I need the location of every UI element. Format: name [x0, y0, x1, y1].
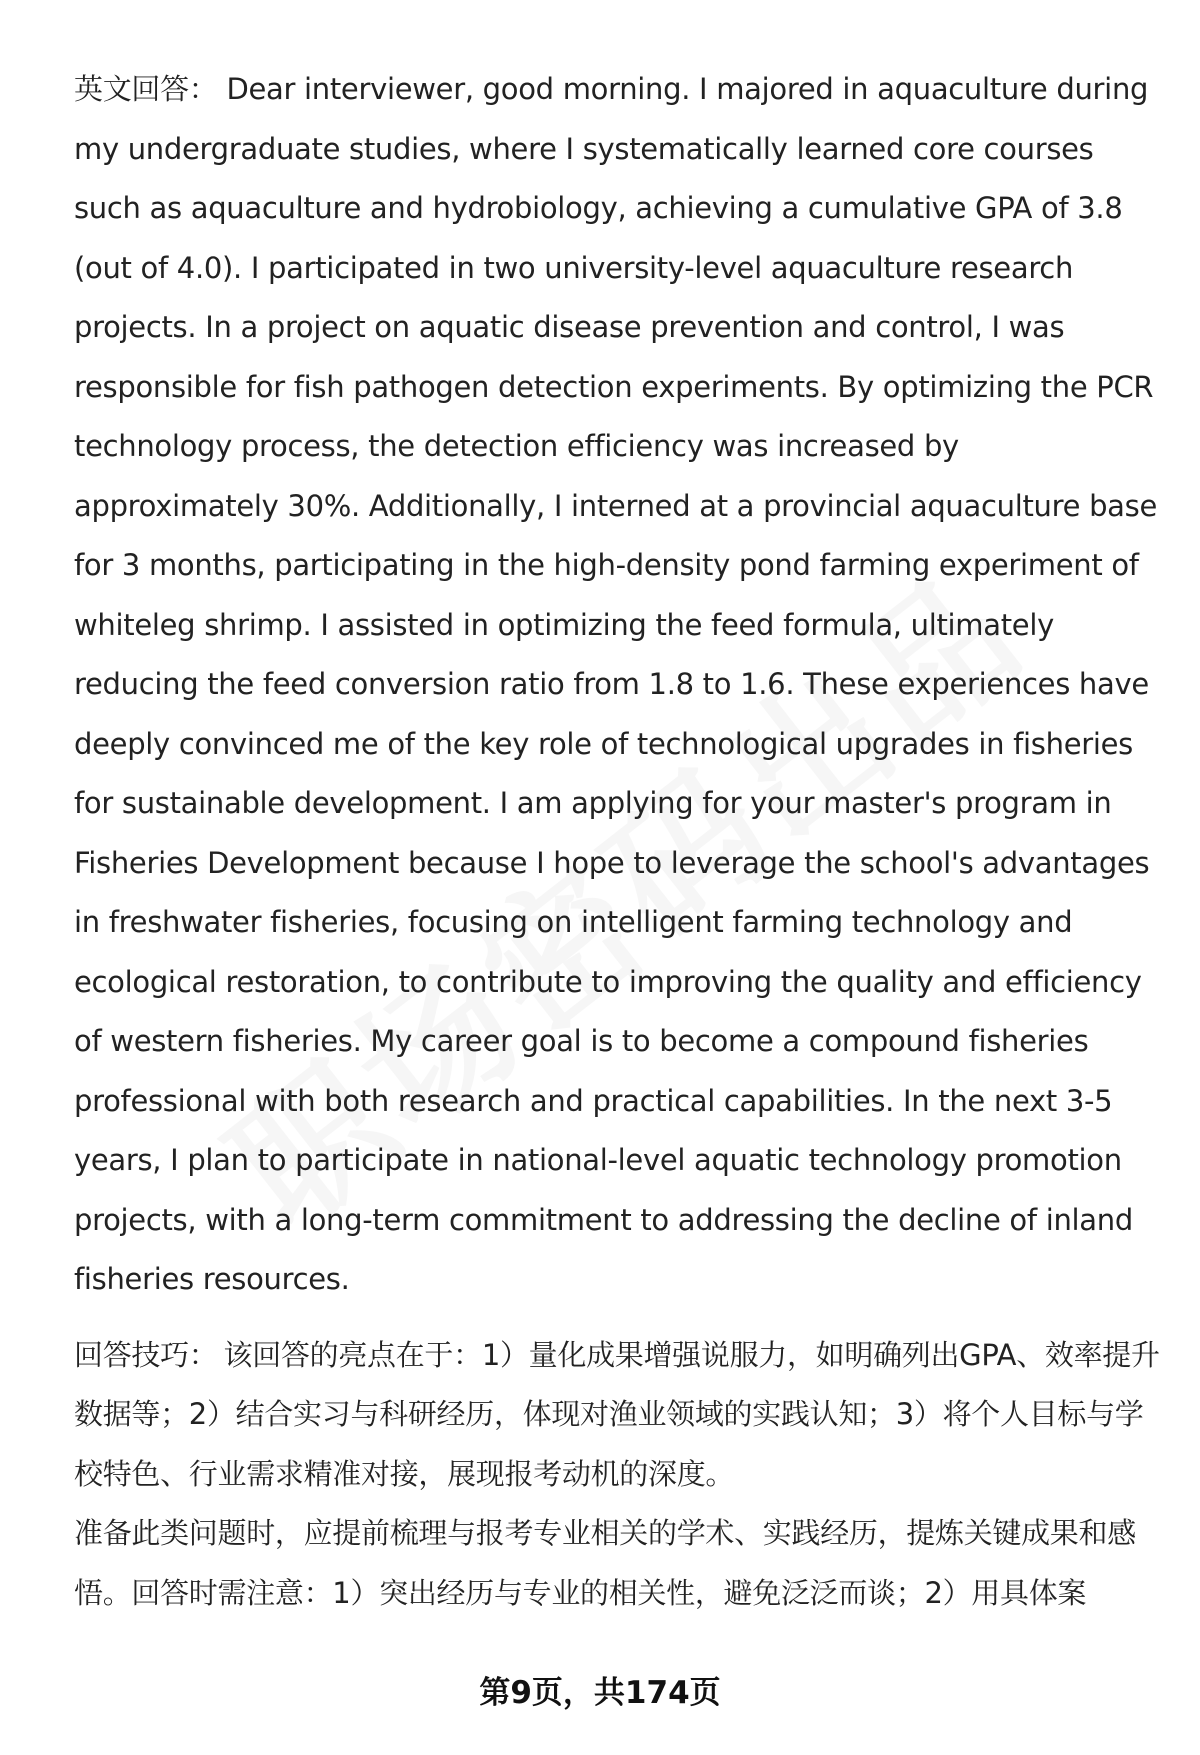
preparation-paragraph: [74, 1504, 1164, 1623]
english-answer-text: Dear interviewer, good morning. I majored in aquaculture during my undergraduate studies, where I systematically learned core courses such as aquaculture and hydrobiology, achieving a cumulative GPA of 3.8 (out of 4.0). I participated in two university-level aquaculture research projects. In a project on aquatic disease prevention and control, I was responsible for fish pathogen detection experiments. By optimizing the PCR technology process, the detection efficiency was increased by approximately 30%. Additionally, I interned at a provincial aquaculture base for 3 months, participating in the high-density pond farming experiment of whiteleg shrimp. I assisted in optimizing the feed formula, ultimately reducing the feed conversion ratio from 1.8 to 1.6. These experiences have deeply convinced me of the key role of technological upgrades in fisheries for sustainable development. I am applying for your master's program in Fisheries Development because I hope to leverage the school's advantages in freshwater fisheries, focusing on intelligent farming technology and ecological restoration, to contribute to improving the quality and efficiency of western fisheries. My career goal is to become a compound fisheries professional with both research and practical capabilities. In the next 3-5 years, I plan to participate in national-level aquatic technology promotion projects, with a long-term commitment to addressing the decline of inland fisheries resources.: [74, 72, 1157, 1296]
answer-tips-text: 该回答的亮点在于：1）量化成果增强说服力，如明确列出GPA、效率提升数据等；2）结合实习与科研经历，体现对渔业领域的实践认知；3）将个人目标与学校特色、行业需求精准对接，展现报考动机的深度。: [74, 1337, 1160, 1491]
preparation-text: 准备此类问题时，应提前梳理与报考专业相关的学术、实践经历，提炼关键成果和感悟。回答时需注意：1）突出经历与专业的相关性，避免泛泛而谈；2）用具体案: [74, 1516, 1136, 1610]
document-body: [74, 60, 1164, 1623]
answer-tips-paragraph: [74, 1326, 1164, 1505]
page-number: 第9页，共174页: [479, 1675, 721, 1711]
page-footer: [0, 1667, 1200, 1712]
answer-tips-label: 回答技巧：: [74, 1337, 218, 1372]
english-answer-label: 英文回答：: [74, 72, 218, 106]
english-answer-paragraph: [74, 60, 1164, 1310]
